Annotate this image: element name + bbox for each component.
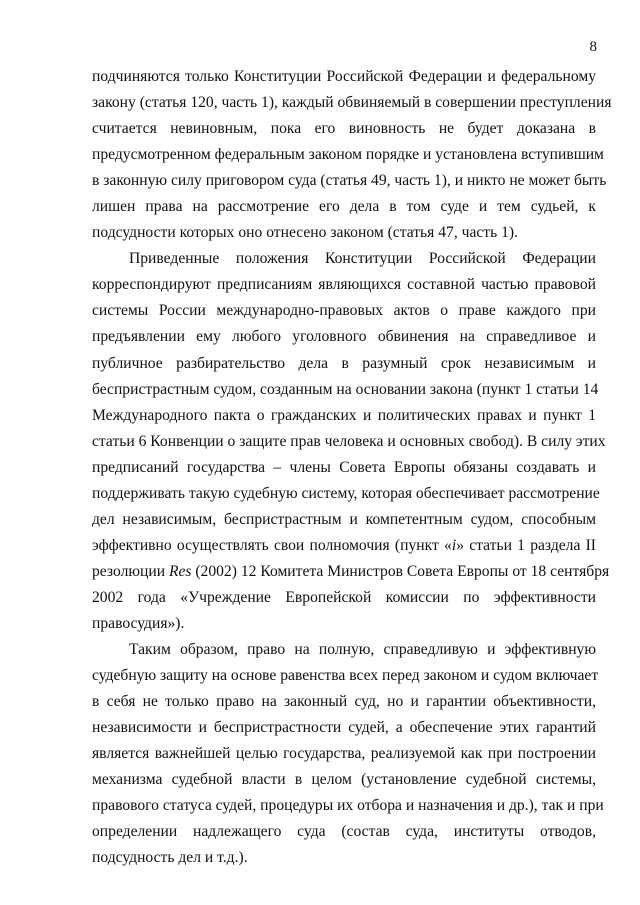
text-line: судебную защиту на основе равенства всех перед законом и судом включает	[92, 667, 599, 685]
text-segment: (2002) 12 Комитета Министров Совета Европы от 18 сентября	[191, 562, 610, 580]
text-segment: резолюции	[92, 562, 169, 580]
text-line: в себя не только право на законный суд, но и гарантии объективности,	[92, 693, 596, 711]
text-line: Международного пакта о гражданских и политических правах и пункт 1	[92, 406, 596, 424]
body-text	[92, 64, 612, 871]
text-line: подсудности которых оно отнесено законом (статья 47, часть 1).	[92, 224, 519, 242]
text-line: корреспондируют предписаниям являющихся составной частью правовой	[92, 276, 596, 294]
text-line: дел независимым, беспристрастным и компетентным судом, способным	[92, 510, 596, 528]
text-line: статьи 6 Конвенции о защите прав человека и основных свобод). В силу этих	[92, 432, 606, 450]
text-line: беспристрастным судом, созданным на основании закона (пункт 1 статьи 14	[92, 380, 599, 398]
text-line: предъявлении ему любого уголовного обвинения на справедливое и	[92, 328, 596, 346]
text-line: закону (статья 120, часть 1), каждый обвиняемый в совершении преступления	[92, 94, 612, 112]
text-line: публичное разбирательство дела в разумный срок независимым и	[92, 354, 596, 372]
paragraph	[92, 64, 612, 246]
text-line: независимости и беспристрастности судей, а обеспечение этих гарантий	[92, 719, 596, 737]
text-line	[92, 533, 596, 559]
text-line: определении надлежащего суда (состав суда, институты отводов,	[92, 823, 596, 841]
italic-term: i	[451, 536, 457, 554]
text-line: в законную силу приговором суда (статья 49, часть 1), и никто не может быть	[92, 172, 607, 190]
text-line: лишен права на рассмотрение его дела в том суде и тем судьей, к	[92, 198, 596, 216]
text-line: механизма судебной власти в целом (установление судебной системы,	[92, 771, 596, 789]
text-line	[92, 559, 610, 585]
text-line: предписаний государства – члены Совета Европы обязаны создавать и	[92, 458, 596, 476]
italic-term: Res	[168, 562, 192, 580]
text-line: предусмотренном федеральным законом порядке и установлена вступившим	[92, 146, 604, 164]
text-line: правового статуса судей, процедуры их отбора и назначения и др.), так и при	[92, 797, 604, 815]
text-segment: эффективно осуществлять свои полномочия (пункт «	[92, 536, 452, 554]
paragraph	[92, 246, 610, 637]
text-line: считается невиновным, пока его виновность не будет доказана в	[92, 120, 596, 138]
paragraph	[92, 637, 604, 871]
text-line: является важнейшей целью государства, реализуемой как при построении	[92, 745, 596, 763]
text-line: Таким образом, право на полную, справедливую и эффективную	[129, 641, 596, 659]
text-line: 2002 года «Учреждение Европейской комиссии по эффективности	[92, 588, 596, 606]
text-line: правосудия»).	[92, 614, 185, 632]
page-number: 8	[589, 39, 597, 55]
text-line: подсудность дел и т.д.).	[92, 849, 248, 867]
text-line: поддерживать такую судебную систему, которая обеспечивает рассмотрение	[92, 484, 600, 502]
text-line: системы России международно-правовых актов о праве каждого при	[92, 302, 596, 320]
text-line: Приведенные положения Конституции Российской Федерации	[129, 250, 596, 268]
text-segment: » статьи 1 раздела II	[456, 536, 596, 554]
text-line: подчиняются только Конституции Российской Федерации и федеральному	[92, 68, 596, 85]
